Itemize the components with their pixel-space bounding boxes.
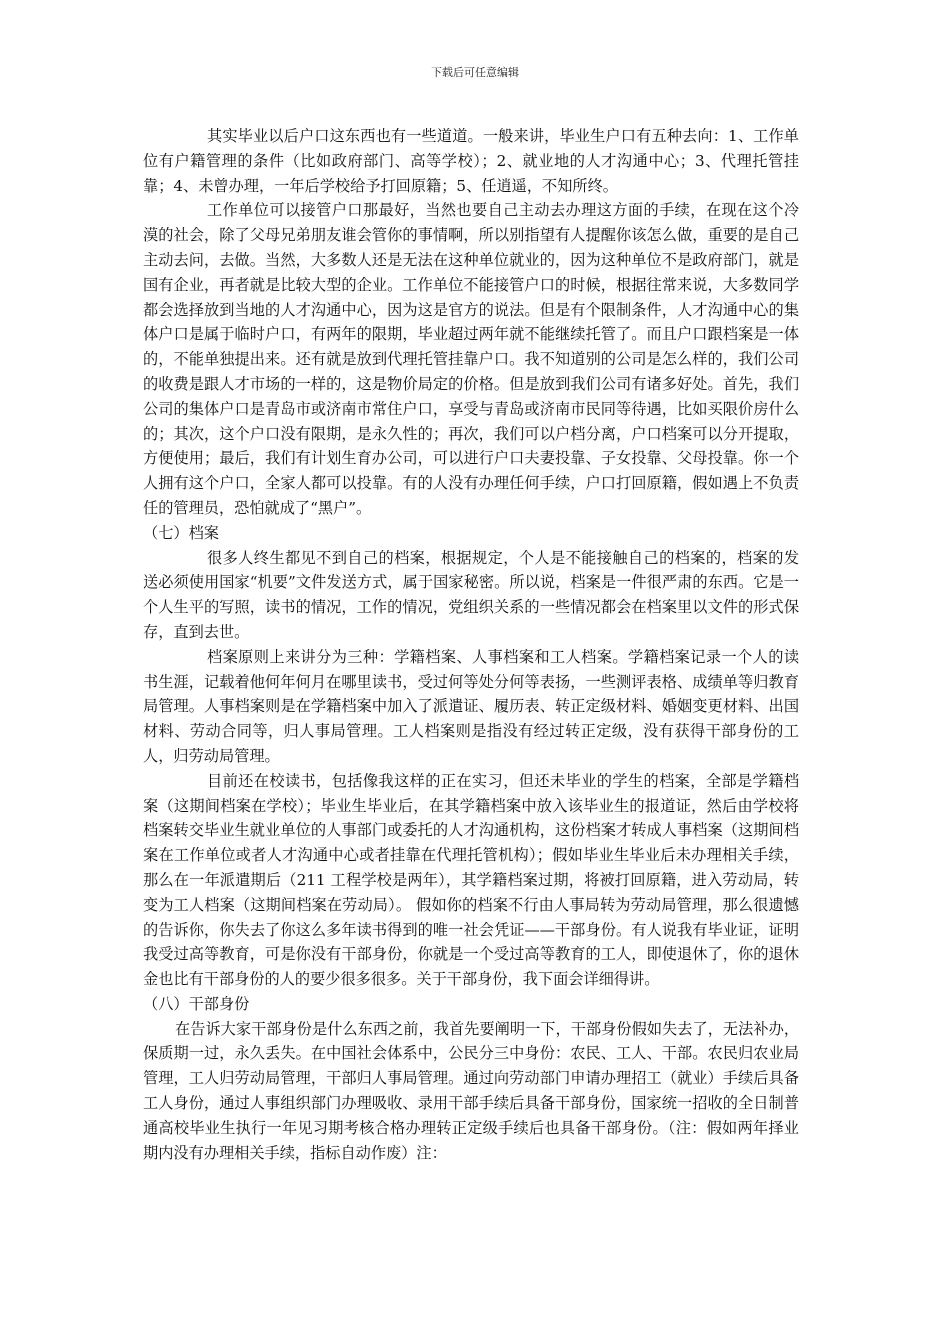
paragraph-hukou-options: 工作单位可以接管户口那最好，当然也要自己主动去办理这方面的手续，在现在这个冷漠的社会，除了父母兄弟朋友谁会管你的事情啊，所以别指望有人提醒你该怎么做，重要的是自己主动去问，去做。当然，大多数人还是无法在这种单位就业的，因为这种单位不是政府部门，就是国有企业，再者就是比较大型的企业。工作单位不能接管户口的时候，根据往常来说，大多数同学都会选择放到当地的人才沟通中心，因为这是官方的说法。但是有个限制条件，人才沟通中心的集体户口是属于临时户口，有两年的限期，毕业超过两年就不能继续托管了。而且户口跟档案是一体的，不能单独提出来。还有就是放到代理托管挂靠户口。我不知道别的公司是怎么样的，我们公司的收费是跟人才市场的一样的，这是物价局定的价格。但是放到我们公司有诸多好处。首先，我们公司的集体户口是青岛市或济南市常住户口，享受与青岛或济南市民同等待遇，比如买限价房什么的；其次，这个户口没有限期，是永久性的；再次，我们可以户档分离，户口档案可以分开提取，方便使用；最后，我们有计划生育办公司，可以进行户口夫妻投靠、子女投靠、父母投靠。你一个人拥有这个户口，全家人都可以投靠。有的人没有办理任何手续，户口打回原籍，假如遇上不负责任的管理员，恐怕就成了“黑户”。	[143, 201, 799, 517]
paragraph-archive-types: 档案原则上来讲分为三种：学籍档案、人事档案和工人档案。学籍档案记录一个人的读书生涯，记载着他何年何月在哪里读书，受过何等处分何等表扬，一些测评表格、成绩单等归教育局管理。人事档案则是在学籍档案中加入了派遣证、履历表、转正定级材料、婚姻变更材料、出国材料、劳动合同等，归人事局管理。工人档案则是指没有经过转正定级，没有获得干部身份的工人，归劳动局管理。	[143, 647, 799, 765]
paragraph-archive-status: 目前还在校读书，包括像我这样的正在实习，但还未毕业的学生的档案，全部是学籍档案（这期间档案在学校）；毕业生毕业后，在其学籍档案中放入该毕业生的报道证，然后由学校将档案转交毕业生就业单位的人事部门或委托的人才沟通机构，这份档案才转成人事档案（这期间档案在工作单位或者人才沟通中心或者挂靠在代理托管机构）；假如毕业生毕业后未办理相关手续，那么在一年派遣期后（211 工程学校是两年），其学籍档案过期，将被打回原籍，进入劳动局，转变为工人档案（这期间档案在劳动局）。 假如你的档案不行由人事局转为劳动局管理，那么很遗憾的告诉你，你失去了你这么多年读书得到的唯一社会凭证——干部身份。有人说我有毕业证，证明我受过高等教育，可是你没有干部身份，你就是一个受过高等教育的工人，即使退休了，你的退休金也比有干部身份的人的要少很多很多。关于干部身份，我下面会详细得讲。	[143, 771, 799, 989]
paragraph-cadre-status: 在告诉大家干部身份是什么东西之前，我首先要阐明一下，干部身份假如失去了，无法补办，保质期一过，永久丢失。在中国社会体系中，公民分三中身份：农民、工人、干部。农民归农业局管理，工人归劳动局管理，干部归人事局管理。通过向劳动部门申请办理招工（就业）手续后具备工人身份，通过人事组织部门办理吸收、录用干部手续后具备干部身份，国家统一招收的全日制普通高校毕业生执行一年见习期考核合格办理转正定级手续后也具备干部身份。（注：假如两年择业期内没有办理相关手续，指标自动作废）注：	[143, 1019, 799, 1162]
paragraph-hukou-destinations: 其实毕业以后户口这东西也有一些道道。一般来讲，毕业生户口有五种去向：1、工作单位有户籍管理的条件（比如政府部门、高等学校）；2、就业地的人才沟通中心；3、代理托管挂靠；4、未曾办理，一年后学校给予打回原籍；5、任逍遥，不知所终。	[143, 127, 799, 195]
paragraph-archives-intro: 很多人终生都见不到自己的档案，根据规定，个人是不能接触自己的档案的，档案的发送必须使用国家“机要”文件发送方式，属于国家秘密。所以说，档案是一件很严肃的东西。它是一个人生平的写照，读书的情况，工作的情况，党组织关系的一些情况都会在档案里以文件的形式保存，直到去世。	[143, 548, 799, 641]
section-heading-cadre-status: （八）干部身份	[143, 994, 250, 1013]
page-header: 下载后可任意编辑	[431, 66, 519, 79]
section-heading-archives: （七）档案	[143, 523, 219, 542]
document-body	[143, 124, 799, 1165]
